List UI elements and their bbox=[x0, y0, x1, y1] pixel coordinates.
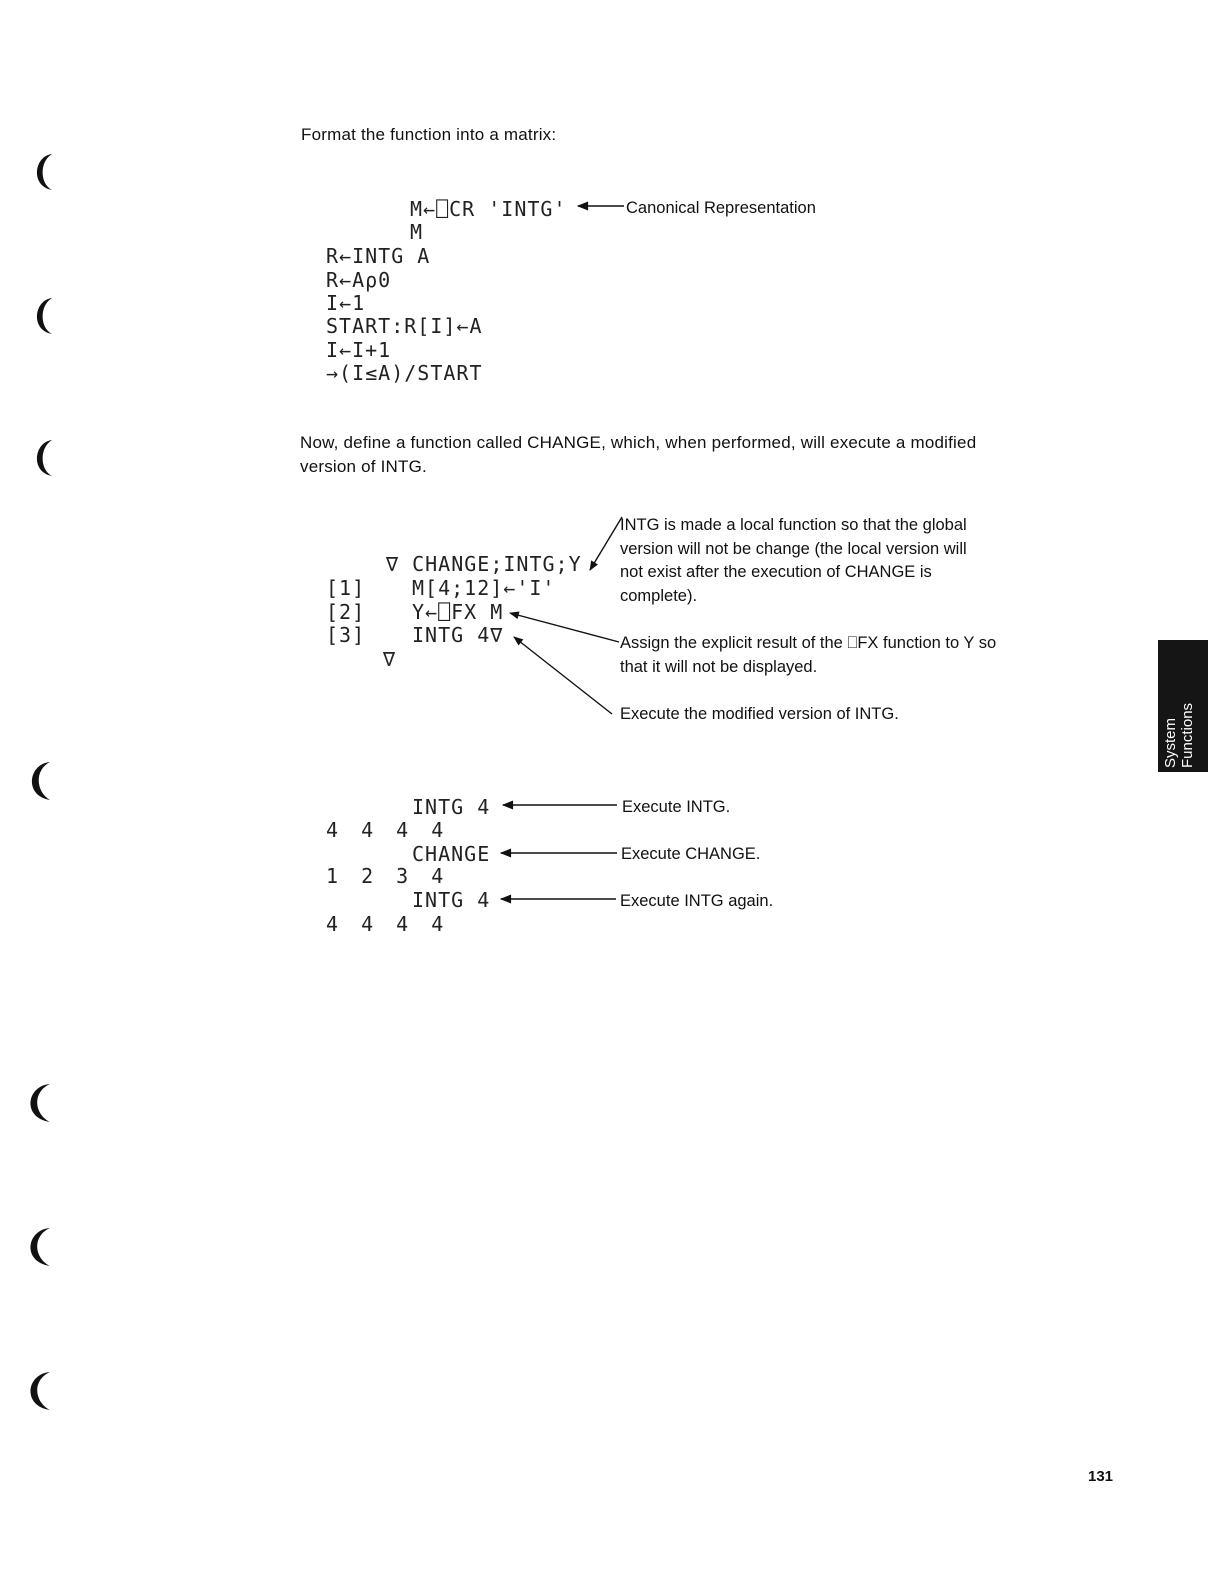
change-line-2: Y←⎕FX M bbox=[412, 600, 504, 624]
line-number: [2] bbox=[326, 600, 366, 624]
arrow-local-function bbox=[590, 517, 622, 570]
intro-text: Format the function into a matrix: bbox=[301, 125, 557, 144]
session-command: CHANGE bbox=[412, 842, 491, 866]
note-local-function: INTG is made a local function so that the global version will not be change (the local version will not exist after the execution of CHANGE is complete). bbox=[620, 516, 967, 605]
note-execute-modified: Execute the modified version of INTG. bbox=[620, 705, 899, 723]
cr-display-m: M bbox=[410, 220, 424, 244]
section-tab-line: System bbox=[1162, 717, 1179, 768]
listing-line: R←Aρ0 bbox=[326, 268, 392, 292]
section-tab-line: Functions bbox=[1179, 702, 1196, 768]
cr-label: Canonical Representation bbox=[626, 199, 816, 217]
change-close-del: ∇ bbox=[383, 647, 397, 671]
listing-line: →(I≤A)/START bbox=[326, 361, 483, 385]
note-assign-fx: Assign the explicit result of the ⎕FX function to Y so that it will not be displayed. bbox=[620, 634, 997, 676]
session-label: Execute CHANGE. bbox=[621, 845, 761, 863]
session-command: INTG 4 bbox=[412, 795, 491, 819]
session-output: 4 4 4 4 bbox=[326, 912, 449, 936]
change-line-3: INTG 4∇ bbox=[412, 623, 504, 647]
change-line-1: M[4;12]←'I' bbox=[412, 576, 556, 600]
session-output: 1 2 3 4 bbox=[326, 864, 449, 888]
arrow-execute-modified bbox=[514, 637, 612, 714]
line-number: [1] bbox=[326, 576, 366, 600]
listing-line: I←I+1 bbox=[326, 338, 392, 362]
section-tab-label bbox=[1162, 703, 1196, 768]
change-header: ∇ CHANGE;INTG;Y bbox=[386, 552, 582, 576]
session-command: INTG 4 bbox=[412, 888, 491, 912]
session-output: 4 4 4 4 bbox=[326, 818, 449, 842]
listing-line: R←INTG A bbox=[326, 244, 431, 268]
page-number: 131 bbox=[1088, 1468, 1114, 1485]
listing-line: I←1 bbox=[326, 291, 366, 315]
session-label: Execute INTG again. bbox=[620, 892, 774, 910]
cr-command: M←⎕CR 'INTG' bbox=[410, 197, 567, 221]
define-text: Now, define a function called CHANGE, which, when performed, will execute a modified version of INTG. bbox=[300, 433, 977, 476]
session-label: Execute INTG. bbox=[622, 798, 731, 816]
arrow-assign-fx bbox=[510, 613, 619, 642]
listing-line: START:R[I]←A bbox=[326, 314, 483, 338]
line-number: [3] bbox=[326, 623, 366, 647]
